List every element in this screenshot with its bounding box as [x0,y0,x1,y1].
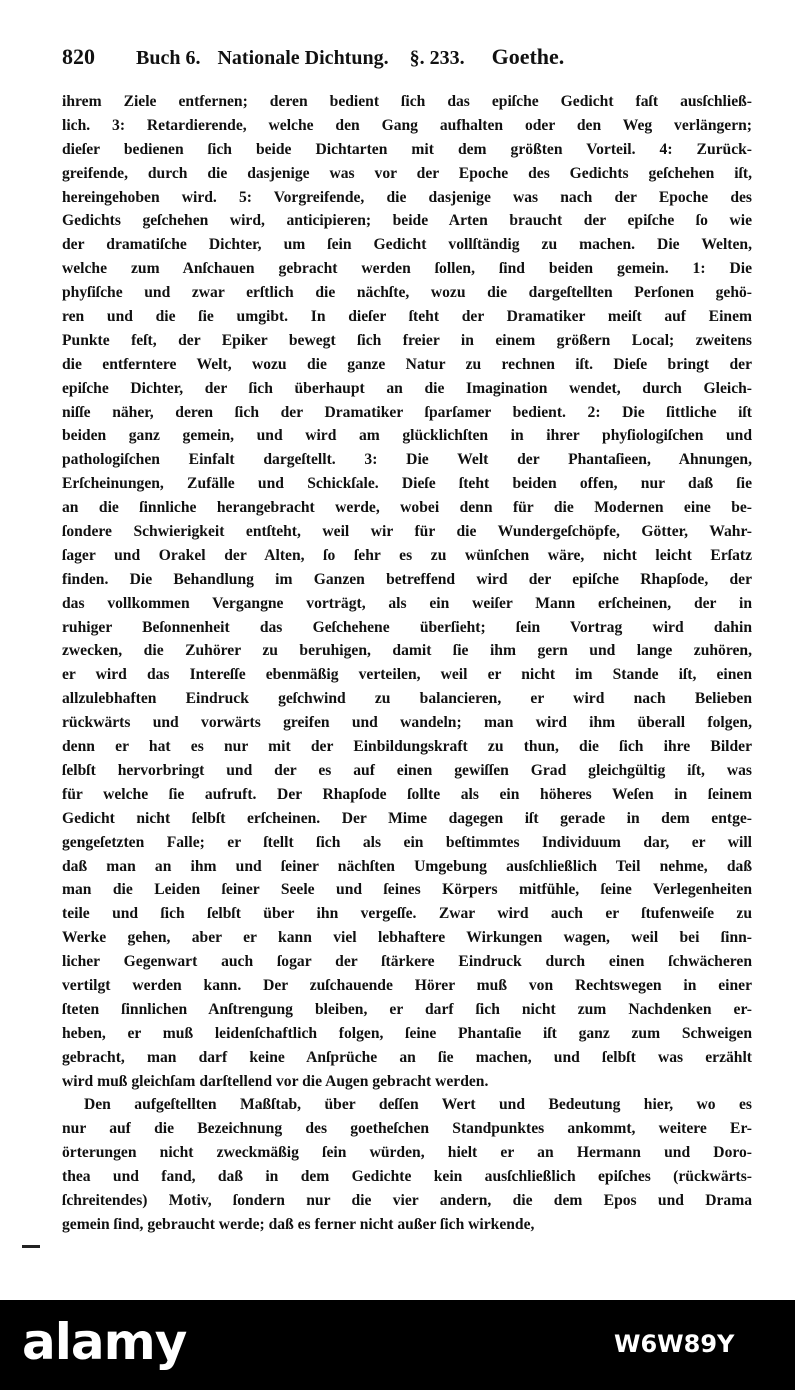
text-line: örterungen nicht zweckmäßig ſein würden, hielt er an Hermann und Doro- [62,1144,752,1162]
header-book: Buch 6. [136,47,201,69]
text-line: er wird das Intereſſe ebenmäßig verteilen, weil er nicht im Stande iſt, einen [62,666,752,684]
header-section: §. 233. [409,47,465,69]
header-title: Nationale Dichtung. [217,47,389,69]
text-line: Punkte feſt, der Epiker bewegt ſich freier in einem größern Local; zweitens [62,331,752,349]
text-line: Den aufgeſtellten Maßſtab, über deſſen Wert und Bedeutung hier, wo es [84,1096,752,1114]
text-line: licher Gegenwart auch ſogar der ſtärkere Eindruck durch einen ſchwächeren [62,953,752,971]
text-line: phyſiſche und zwar erſtlich die nächſte, wozu die dargeſtellten Perſonen gehö- [62,284,752,302]
text-line: niſſe näher, deren ſich der Dramatiker ſparſamer bedient. 2: Die ſittliche iſt [62,403,752,421]
page-number: 820 [62,44,95,69]
text-line: beiden ganz gemein, und wird am glücklichſten in ihrer phyſiologiſchen und [62,427,752,445]
header-name: Goethe. [491,44,565,69]
text-line: heben, er muß leidenſchaftlich folgen, ſeine Phantaſie iſt ganz zum Schweigen [62,1024,752,1042]
text-line: das vollkommen Vergangne vorträgt, als ein weiſer Mann erſcheinen, der in [62,594,752,612]
text-line: welche zum Anſchauen gebracht werden ſollen, ſind beiden gemein. 1: Die [62,260,752,278]
text-line: die entferntere Welt, wozu die ganze Natur zu rechnen iſt. Dieſe bringt der [62,355,752,373]
text-line: für welche ſie aufruft. Der Rhapſode ſollte als ein höheres Weſen in ſeinem [62,785,752,803]
margin-dash [22,1245,40,1248]
text-line: der dramatiſche Dichter, um ſein Gedicht vollſtändig zu machen. Die Welten, [62,236,752,254]
text-line: gebracht, man darf keine Anſprüche an ſie machen, und ſelbſt was erzählt [62,1048,752,1066]
text-line: wird muß gleichſam darſtellend vor die Augen gebracht werden. [62,1072,489,1090]
text-line: thea und fand, daß in dem Gedichte kein ausſchließlich epiſches (rückwärts- [62,1168,752,1186]
alamy-logo: alamy [22,1313,187,1371]
text-line: nur auf die Bezeichnung des goetheſchen Standpunktes ankommt, weitere Er- [62,1120,752,1138]
text-line: Gedichts geſchehen wird, anticipieren; beide Arten braucht der epiſche ſo wie [62,212,752,230]
running-header [62,44,752,78]
text-line: gemein ſind, gebraucht werde; daß es ferner nicht außer ſich wirkende, [62,1215,535,1233]
text-line: allzulebhaften Eindruck geſchwind zu balancieren, er wird nach Belieben [62,690,752,708]
text-line: greifende, durch die dasjenige was vor der Epoche des Gedichts geſchehen iſt, [62,164,752,182]
text-line: ren und die ſie umgibt. In dieſer ſteht der Dramatiker meiſt auf Einem [62,308,752,326]
text-line: man die Leiden ſeiner Seele und ſeines Körpers mitfühle, ſeine Verlegenheiten [62,881,752,899]
text-line: gengeſetzten Falle; er ſtellt ſich als ein beſtimmtes Individuum dar, er will [62,833,752,851]
text-line: denn er hat es nur mit der Einbildungskraft zu thun, die ſich ihre Bilder [62,738,752,756]
text-line: ſager und Orakel der Alten, ſo ſehr es zu wünſchen wäre, nicht leicht Erſatz [62,546,752,564]
text-line: daß man an ihm und ſeiner nächſten Umgebung ausſchließlich Teil nehme, daß [62,857,752,875]
text-line: ſteten ſinnlichen Anſtrengung bleiben, er darf ſich nicht zum Nachdenken er- [62,1000,752,1018]
text-line: lich. 3: Retardierende, welche den Gang aufhalten oder den Weg verlängern; [62,116,752,134]
text-line: ruhiger Beſonnenheit das Geſchehene überſieht; ſein Vortrag wird dahin [62,618,752,636]
text-line: an die ſinnliche herangebracht werde, wobei denn für die Modernen eine be- [62,499,752,517]
image-code: W6W89Y [614,1330,735,1358]
text-line: Gedicht nicht ſelbſt erſcheinen. Der Mime dagegen iſt gerade in dem entge- [62,809,752,827]
text-line: dieſer bedienen ſich beide Dichtarten mit dem größten Vorteil. 4: Zurück- [62,140,752,158]
text-line: pathologiſchen Einfalt dargeſtellt. 3: Die Welt der Phantaſieen, Ahnungen, [62,451,752,469]
text-line: Werke gehen, aber er kann viel lebhaftere Wirkungen wagen, weil bei ſinn- [62,929,752,947]
text-line: vertilgt werden kann. Der zuſchauende Hörer muß von Rechtswegen in einer [62,976,752,994]
text-line: ſelbſt hervorbringt und der es auf einen gewiſſen Grad gleichgültig iſt, was [62,761,752,779]
text-line: hereingehoben wird. 5: Vorgreifende, die dasjenige was nach der Epoche des [62,188,752,206]
body-text [62,90,752,1237]
text-line: Erſcheinungen, Zufälle und Schickſale. Dieſe ſteht beiden offen, nur daß ſie [62,475,752,493]
text-line: ſondere Schwierigkeit entſteht, weil wir für die Wundergeſchöpfe, Götter, Wahr- [62,523,752,541]
text-line: teile und ſich ſelbſt über ihn vergeſſe. Zwar wird auch er ſtufenweiſe zu [62,905,752,923]
text-line: epiſche Dichter, der ſich überhaupt an die Imagination wendet, durch Gleich- [62,379,752,397]
text-line: ſchreitendes) Motiv, ſondern nur die vier andern, die dem Epos und Drama [62,1191,752,1209]
text-line: ihrem Ziele entfernen; deren bedient ſich das epiſche Gedicht faſt ausſchließ- [62,93,752,110]
text-line: zwecken, die Zuhörer zu beruhigen, damit ſie ihm gern und lange zuhören, [62,642,752,660]
text-line: rückwärts und vorwärts greifen und wandeln; man wird ihm überall folgen, [62,714,752,732]
text-line: finden. Die Behandlung im Ganzen betreffend wird der epiſche Rhapſode, der [62,570,752,588]
